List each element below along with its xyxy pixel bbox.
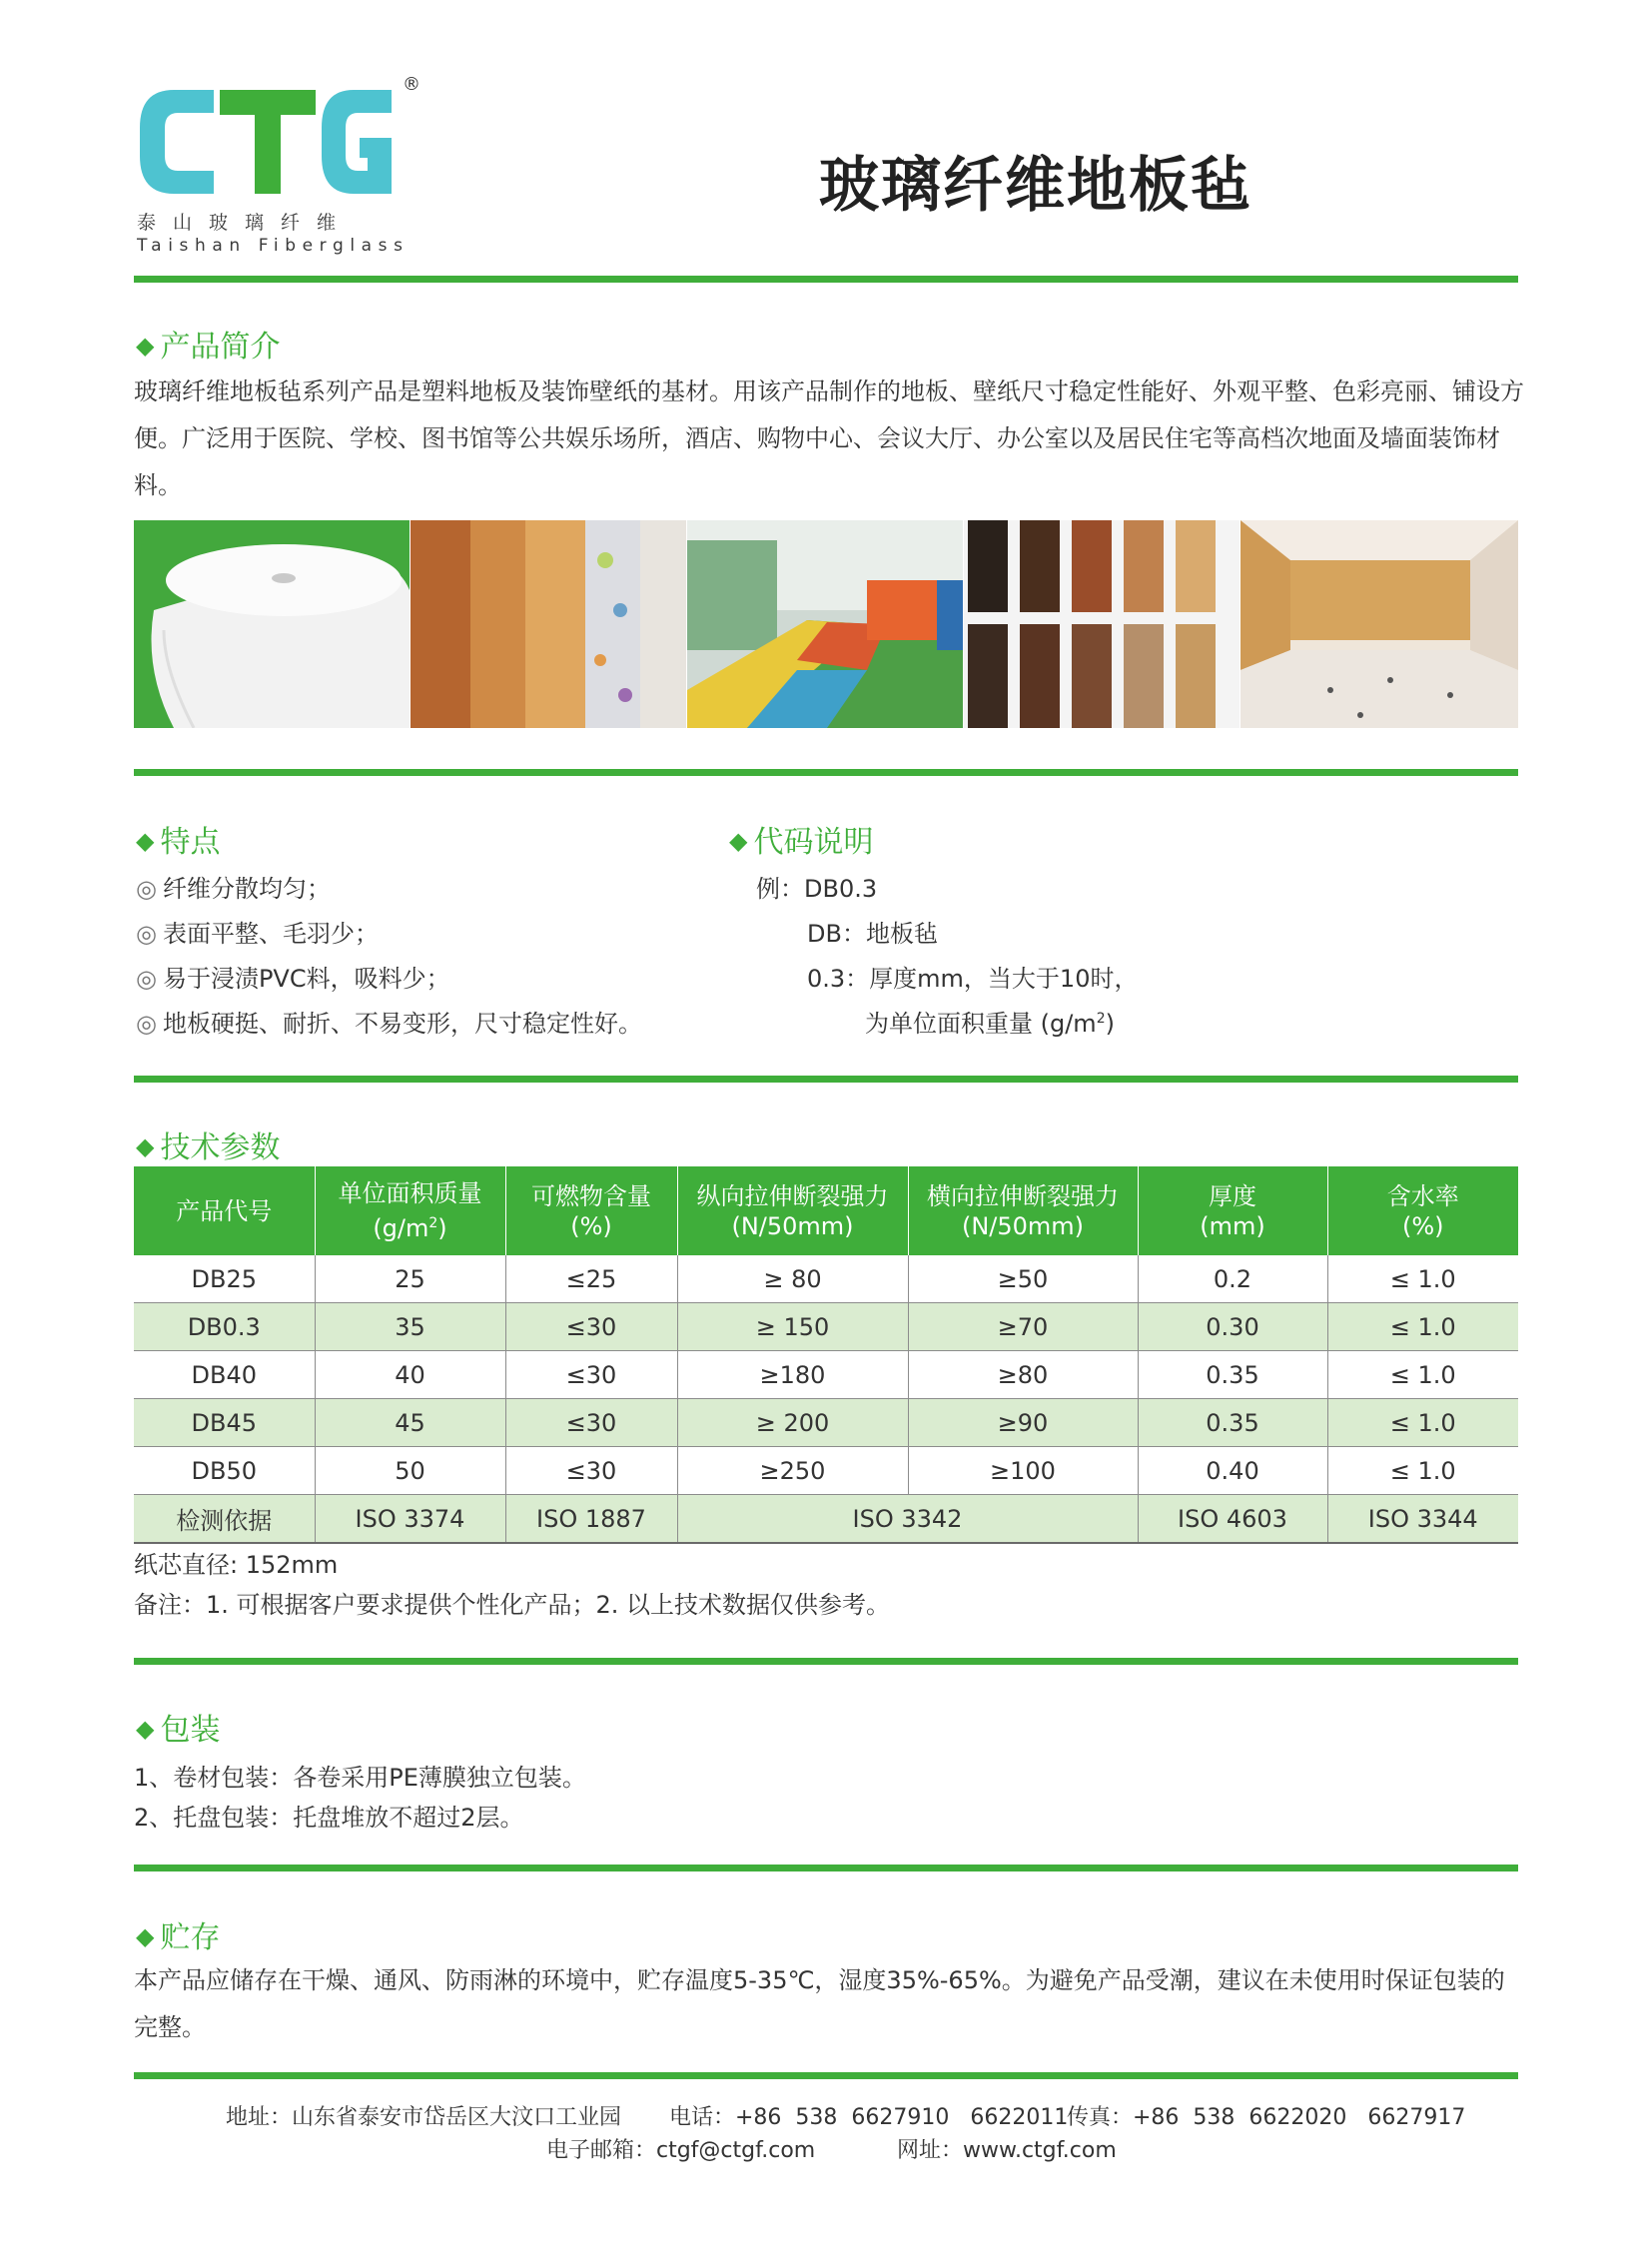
header-md-tensile: 纵向拉伸断裂强力 (N/50mm) xyxy=(677,1166,908,1255)
diamond-icon: ◆ xyxy=(136,827,155,855)
table-cell: ≥50 xyxy=(908,1255,1138,1303)
table-cell: ≤30 xyxy=(505,1399,677,1447)
divider xyxy=(134,1865,1518,1871)
table-cell: 0.30 xyxy=(1138,1303,1327,1351)
footer-website[interactable]: 网址：www.ctgf.com xyxy=(897,2138,1117,2163)
storage-heading: ◆ 贮存 xyxy=(136,1920,221,1955)
table-cell: DB40 xyxy=(134,1351,315,1399)
registered-mark: ® xyxy=(403,74,420,95)
table-cell: DB50 xyxy=(134,1447,315,1495)
table-cell: ISO 1887 xyxy=(505,1495,677,1544)
table-cell: ISO 3342 xyxy=(677,1495,1138,1544)
product-photo-school-hall xyxy=(687,520,963,728)
logo-name-en: Taishan Fiberglass xyxy=(137,236,410,256)
table-cell: ≥80 xyxy=(908,1351,1138,1399)
features-heading: ◆ 特点 xyxy=(136,825,221,860)
logo-name-cn: 泰山玻璃纤维 xyxy=(137,212,354,234)
table-cell: 35 xyxy=(315,1303,505,1351)
divider xyxy=(134,1076,1518,1083)
table-row xyxy=(134,1399,1518,1447)
table-cell: ≤ 1.0 xyxy=(1327,1447,1518,1495)
code-number: 0.3：厚度mm，当大于10时， xyxy=(807,965,1139,993)
table-cell: 0.40 xyxy=(1138,1447,1327,1495)
table-row xyxy=(134,1303,1518,1351)
divider xyxy=(134,2072,1518,2079)
product-photo-wood-samples xyxy=(964,520,1239,728)
table-header-row xyxy=(134,1166,1518,1255)
code-example: 例：DB0.3 xyxy=(756,875,878,903)
diamond-icon: ◆ xyxy=(136,332,155,360)
table-cell: DB25 xyxy=(134,1255,315,1303)
diamond-icon: ◆ xyxy=(136,1132,155,1160)
diamond-icon: ◆ xyxy=(136,1922,155,1950)
packaging-item: 2、托盘包装：托盘堆放不超过2层。 xyxy=(134,1804,524,1832)
feature-item: ◎ 地板硬挺、耐折、不易变形，尺寸稳定性好。 xyxy=(136,1010,642,1038)
table-cell: 45 xyxy=(315,1399,505,1447)
packaging-heading: ◆ 包装 xyxy=(136,1713,221,1748)
table-cell: ≥ 80 xyxy=(677,1255,908,1303)
table-cell: ISO 4603 xyxy=(1138,1495,1327,1544)
table-cell: ≥ 200 xyxy=(677,1399,908,1447)
header-weight: 单位面积质量 $(g/m^2)$ xyxy=(315,1166,505,1255)
diamond-icon: ◆ xyxy=(729,827,748,855)
table-cell: ≤30 xyxy=(505,1351,677,1399)
table-cell: DB0.3 xyxy=(134,1303,315,1351)
feature-item: ◎ 表面平整、毛羽少； xyxy=(136,920,379,948)
table-cell: ≥ 150 xyxy=(677,1303,908,1351)
table-cell: ISO 3374 xyxy=(315,1495,505,1544)
table-cell: 40 xyxy=(315,1351,505,1399)
product-photo-vinyl-rolls xyxy=(411,520,686,728)
table-cell: ≥180 xyxy=(677,1351,908,1399)
footer-phone: 电话：+86 538 6627910 6622011 xyxy=(669,2105,1069,2130)
intro-heading: ◆ 产品简介 xyxy=(136,330,281,365)
code-db: DB：地板毡 xyxy=(807,920,938,948)
divider xyxy=(134,276,1518,283)
core-diameter-note: 纸芯直径: 152mm xyxy=(134,1551,339,1579)
footer-address: 地址：山东省泰安市岱岳区大汶口工业园 xyxy=(226,2105,622,2130)
table-cell: ≤ 1.0 xyxy=(1327,1303,1518,1351)
code-heading: ◆ 代码说明 xyxy=(729,825,874,860)
header-code: 产品代号 xyxy=(134,1166,315,1255)
header-cd-tensile: 横向拉伸断裂强力 (N/50mm) xyxy=(908,1166,1138,1255)
footer-email[interactable]: 电子邮箱：ctgf@ctgf.com xyxy=(546,2138,816,2163)
table-cell: 0.35 xyxy=(1138,1351,1327,1399)
table-cell: ≥250 xyxy=(677,1447,908,1495)
header-combustible: 可燃物含量 (%) xyxy=(505,1166,677,1255)
intro-text: 玻璃纤维地板毡系列产品是塑料地板及装饰壁纸的基材。用该产品制作的地板、壁纸尺寸稳定性能好、外观平整、色彩亮丽、铺设方便。广泛用于医院、学校、图书馆等公共娱乐场所，酒店、购物中心、会议大厅、办公室以及居民住宅等高档次地面及墙面装饰材料。 xyxy=(134,377,1524,499)
divider xyxy=(134,1658,1518,1665)
table-cell: 0.2 xyxy=(1138,1255,1327,1303)
table-cell: DB45 xyxy=(134,1399,315,1447)
table-cell: 0.35 xyxy=(1138,1399,1327,1447)
header-thickness: 厚度 (mm) xyxy=(1138,1166,1327,1255)
table-row xyxy=(134,1351,1518,1399)
table-row xyxy=(134,1255,1518,1303)
table-cell: ≥100 xyxy=(908,1447,1138,1495)
storage-text: 本产品应储存在干燥、通风、防雨淋的环境中，贮存温度5-35℃，湿度35%-65%。为避免产品受潮，建议在未使用时保证包装的完整。 xyxy=(134,1966,1505,2041)
table-cell: ≤ 1.0 xyxy=(1327,1255,1518,1303)
table-cell: ≥70 xyxy=(908,1303,1138,1351)
table-row-basis xyxy=(134,1495,1518,1544)
table-cell: ≤25 xyxy=(505,1255,677,1303)
table-cell: ≤ 1.0 xyxy=(1327,1351,1518,1399)
ctg-logo xyxy=(134,78,433,208)
page-title: 玻璃纤维地板毡 xyxy=(819,151,1252,221)
feature-item: ◎ 易于浸渍PVC料，吸料少； xyxy=(136,965,450,993)
table-cell: 25 xyxy=(315,1255,505,1303)
specs-heading: ◆ 技术参数 xyxy=(136,1130,281,1165)
remark-note: 备注：1. 可根据客户要求提供个性化产品；2. 以上技术数据仅供参考。 xyxy=(134,1591,891,1619)
feature-item: ◎ 纤维分散均匀； xyxy=(136,875,331,903)
diamond-icon: ◆ xyxy=(136,1715,155,1743)
table-cell: ≤30 xyxy=(505,1303,677,1351)
footer-fax: 传真：+86 538 6622020 6627917 xyxy=(1067,2105,1466,2130)
product-photo-room xyxy=(1240,520,1518,728)
packaging-item: 1、卷材包装：各卷采用PE薄膜独立包装。 xyxy=(134,1764,586,1792)
table-cell: ISO 3344 xyxy=(1327,1495,1518,1544)
table-row xyxy=(134,1447,1518,1495)
spec-table xyxy=(134,1166,1518,1544)
table-cell: ≥90 xyxy=(908,1399,1138,1447)
divider xyxy=(134,769,1518,776)
code-unit: 为单位面积重量 $(g/m^2)$ xyxy=(865,1010,1115,1038)
table-cell: ≤30 xyxy=(505,1447,677,1495)
product-photo-roll xyxy=(134,520,410,728)
table-cell: 检测依据 xyxy=(134,1495,315,1544)
table-cell: 50 xyxy=(315,1447,505,1495)
header-moisture: 含水率 (%) xyxy=(1327,1166,1518,1255)
table-cell: ≤ 1.0 xyxy=(1327,1399,1518,1447)
